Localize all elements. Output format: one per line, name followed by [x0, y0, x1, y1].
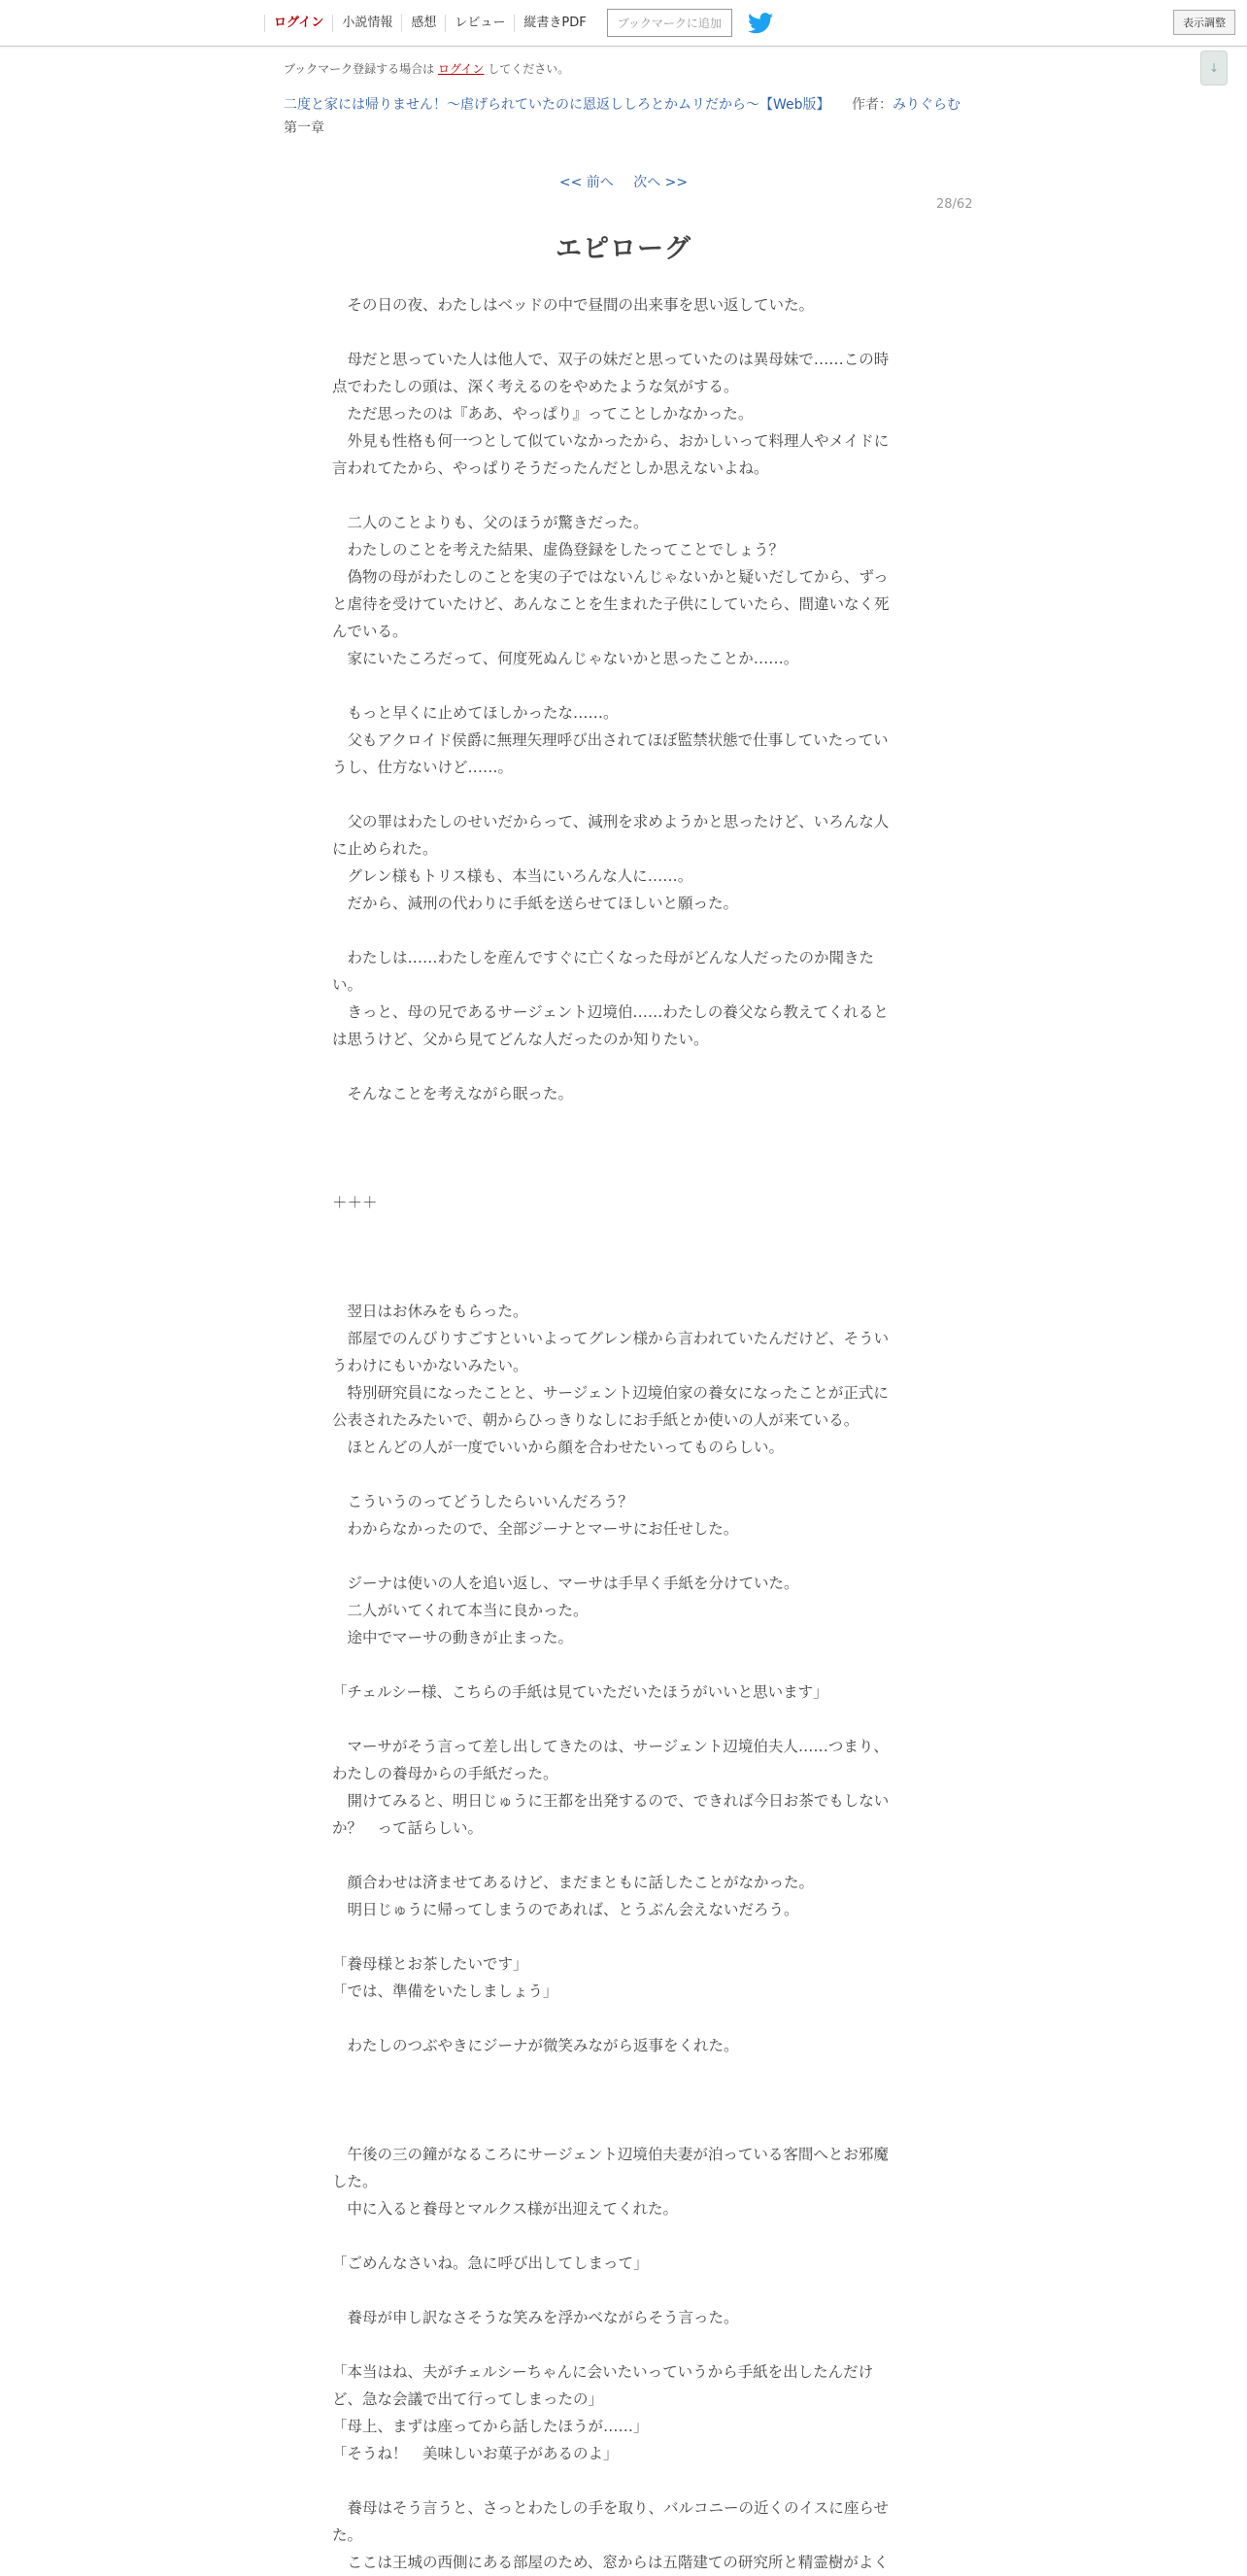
- body-line: [332, 1842, 915, 1869]
- chapter-title: 第一章: [284, 120, 324, 136]
- body-line: た。: [332, 2526, 363, 2544]
- body-line: 特別研究員になったことと、サージェント辺境伯家の養女になったことが正式に: [332, 1384, 889, 1402]
- bookmark-button[interactable]: ブックマークに追加: [607, 9, 732, 37]
- body-line: んでいる。: [332, 623, 408, 640]
- body-line: [332, 2277, 915, 2304]
- body-line: 「本当はね、夫がチェルシーちゃんに会いたいっていうから手紙を出したんだけ: [332, 2363, 874, 2381]
- body-line: 「養母様とお茶したいです」: [332, 1955, 528, 1973]
- body-line: 明日じゅうに帰ってしまうのであれば、とうぶん会えないだろう。: [332, 1901, 799, 1918]
- body-line: [332, 781, 915, 808]
- author-label: 作者：: [852, 97, 893, 113]
- body-line: [332, 1651, 915, 1678]
- body-line: [332, 2467, 915, 2494]
- body-line: わたしは……わたしを産んですぐに亡くなった母がどんな人だったのか聞きた: [332, 949, 875, 966]
- body-line: に止められた。: [332, 840, 438, 858]
- login-notice-link[interactable]: ログイン: [438, 62, 485, 76]
- body-line: 途中でマーサの動きが止まった。: [332, 1629, 574, 1646]
- nav-novel-info[interactable]: 小説情報: [332, 15, 401, 32]
- body-line: ここは王城の西側にある部屋のため、窓からは五階建ての研究所と精霊樹がよく: [332, 2554, 889, 2571]
- body-line: 父の罪はわたしのせいだからって、減刑を求めようかと思ったけど、いろんな人: [332, 813, 890, 830]
- nav-vertical-pdf[interactable]: 縦書きPDF: [514, 15, 594, 32]
- display-settings-button[interactable]: 表示調整: [1173, 10, 1235, 35]
- body-line: は思うけど、父から見てどんな人だったのか知りたい。: [332, 1031, 709, 1048]
- body-line: グレン様もトリス様も、本当にいろんな人に……。: [332, 867, 693, 885]
- next-page-link[interactable]: 次へ >>: [633, 175, 689, 190]
- body-line: ＋＋＋: [332, 1194, 378, 1211]
- body-line: 母だと思っていた人は他人で、双子の妹だと思っていたのは異母妹で……この時: [332, 351, 890, 368]
- body-line: [332, 2114, 915, 2141]
- body-line: い。: [332, 976, 363, 994]
- body-line: 父もアクロイド侯爵に無理矢理呼び出されてほぼ監禁状態で仕事していたってい: [332, 731, 889, 749]
- body-line: [332, 2005, 915, 2032]
- body-line: [332, 2059, 915, 2086]
- body-line: [332, 1107, 915, 1135]
- body-line: 偽物の母がわたしのことを実の子ではないんじゃないかと疑いだしてから、ずっ: [332, 568, 889, 586]
- body-line: マーサがそう言って差し出してきたのは、サージェント辺境伯夫人……つまり、: [332, 1738, 889, 1755]
- body-line: 午後の三の鐘がなるころにサージェント辺境伯夫妻が泊っている客間へとお邪魔: [332, 2146, 889, 2163]
- body-line: [332, 1542, 915, 1570]
- body-line: 中に入ると養母とマルクス様が出迎えてくれた。: [332, 2200, 679, 2218]
- body-line: [332, 2222, 915, 2250]
- novel-title-link[interactable]: 二度と家には帰りません！～虐げられていたのに恩返ししろとかムリだから～【Web版】: [284, 97, 830, 113]
- site-header: [0, 0, 1247, 47]
- body-line: きっと、母の兄であるサージェント辺境伯……わたしの養父なら教えてくれると: [332, 1003, 889, 1021]
- body-line: [332, 917, 915, 944]
- body-line: だから、減刑の代わりに手紙を送らせてほしいと願った。: [332, 895, 739, 912]
- author-link[interactable]: みりぐらむ: [893, 97, 961, 113]
- body-line: 「ごめんなさいね。急に呼び出してしまって」: [332, 2254, 649, 2272]
- twitter-icon[interactable]: [748, 13, 773, 34]
- login-notice: [284, 60, 569, 77]
- body-line: [332, 1243, 915, 1271]
- nav-impressions[interactable]: 感想: [401, 15, 445, 32]
- body-line: [332, 2086, 915, 2114]
- body-line: [332, 1923, 915, 1950]
- prev-page-link[interactable]: << 前へ: [558, 175, 614, 190]
- page-count: 28/62: [936, 197, 973, 212]
- body-line: [332, 672, 915, 699]
- body-line: 養母が申し訳なさそうな笑みを浮かべながらそう言った。: [332, 2309, 739, 2326]
- body-line: 「母上、まずは座ってから話したほうが……」: [332, 2418, 649, 2435]
- body-line: 顔合わせは済ませてあるけど、まだまともに話したことがなかった。: [332, 1874, 815, 1891]
- body-line: 公表されたみたいで、朝からひっきりなしにお手紙とか使いの人が来ている。: [332, 1411, 859, 1429]
- login-notice-before: ブックマーク登録する場合は: [284, 62, 435, 76]
- body-line: [332, 319, 915, 346]
- scroll-down-button[interactable]: ↓: [1200, 51, 1228, 85]
- body-line: 二人のことよりも、父のほうが驚きだった。: [332, 514, 649, 531]
- body-line: 開けてみると、明日じゅうに王都を出発するので、できれば今日お茶でもしない: [332, 1792, 890, 1810]
- body-line: か？ って話らしい。: [332, 1819, 484, 1837]
- episode-body: [332, 291, 915, 2576]
- body-line: わたしのことを考えた結果、虚偽登録をしたってことでしょう？: [332, 541, 785, 559]
- body-line: 「チェルシー様、こちらの手紙は見ていただいたほうがいいと思います」: [332, 1683, 828, 1701]
- body-line: 「では、準備をいたしましょう」: [332, 1983, 558, 2000]
- body-line: 養母はそう言うと、さっとわたしの手を取り、バルコニーの近くのイスに座らせ: [332, 2499, 889, 2517]
- body-line: 「そうね！ 美味しいお菓子があるのよ」: [332, 2445, 619, 2462]
- body-line: ほとんどの人が一度でいいから顔を合わせたいってものらしい。: [332, 1439, 785, 1456]
- body-line: した。: [332, 2173, 378, 2190]
- body-line: うし、仕方ないけど……。: [332, 759, 514, 776]
- body-line: [332, 2331, 915, 2358]
- body-line: [332, 1271, 915, 1298]
- body-line: その日の夜、わたしはベッドの中で昼間の出来事を思い返していた。: [332, 296, 815, 314]
- body-line: 家にいたころだって、何度死ぬんじゃないかと思ったことか……。: [332, 650, 799, 667]
- body-line: うわけにもいかないみたい。: [332, 1357, 528, 1374]
- body-line: [332, 482, 915, 509]
- top-nav: [264, 0, 773, 46]
- body-line: と虐待を受けていたけど、あんなことを生まれた子供にしていたら、間違いなく死: [332, 595, 890, 613]
- body-line: ジーナは使いの人を追い返し、マーサは手早く手紙を分けていた。: [332, 1575, 799, 1592]
- body-line: [332, 1162, 915, 1189]
- body-line: 翌日はお休みをもらった。: [332, 1303, 528, 1320]
- body-line: こういうのってどうしたらいいんだろう？: [332, 1493, 633, 1510]
- body-line: [332, 1053, 915, 1080]
- body-line: 二人がいてくれて本当に良かった。: [332, 1602, 589, 1619]
- body-line: 言われてたから、やっぱりそうだったんだとしか思えないよね。: [332, 459, 769, 477]
- body-line: 外見も性格も何一つとして似ていなかったから、おかしいって料理人やメイドに: [332, 432, 890, 450]
- body-line: わたしのつぶやきにジーナが微笑みながら返事をくれた。: [332, 2037, 739, 2054]
- body-line: [332, 1706, 915, 1733]
- nav-login[interactable]: ログイン: [264, 15, 332, 32]
- body-line: そんなことを考えながら眠った。: [332, 1085, 574, 1102]
- body-line: [332, 1461, 915, 1488]
- body-line: [332, 1135, 915, 1162]
- body-line: ど、急な会議で出て行ってしまったの」: [332, 2390, 604, 2408]
- body-line: ただ思ったのは『ああ、やっぱり』ってことしかなかった。: [332, 405, 754, 423]
- author-line: [852, 94, 961, 114]
- body-line: もっと早くに止めてほしかったな……。: [332, 704, 619, 722]
- nav-review[interactable]: レビュー: [445, 15, 514, 32]
- pager: [0, 172, 1247, 191]
- episode-title: エピローグ: [556, 234, 691, 264]
- body-line: [332, 1216, 915, 1243]
- login-notice-after: してください。: [488, 62, 570, 76]
- body-line: わからなかったので、全部ジーナとマーサにお任せした。: [332, 1520, 739, 1538]
- body-line: 部屋でのんびりすごすといいよってグレン様から言われていたんだけど、そうい: [332, 1330, 890, 1347]
- body-line: わたしの養母からの手紙だった。: [332, 1765, 558, 1782]
- body-line: 点でわたしの頭は、深く考えるのをやめたような気がする。: [332, 378, 739, 395]
